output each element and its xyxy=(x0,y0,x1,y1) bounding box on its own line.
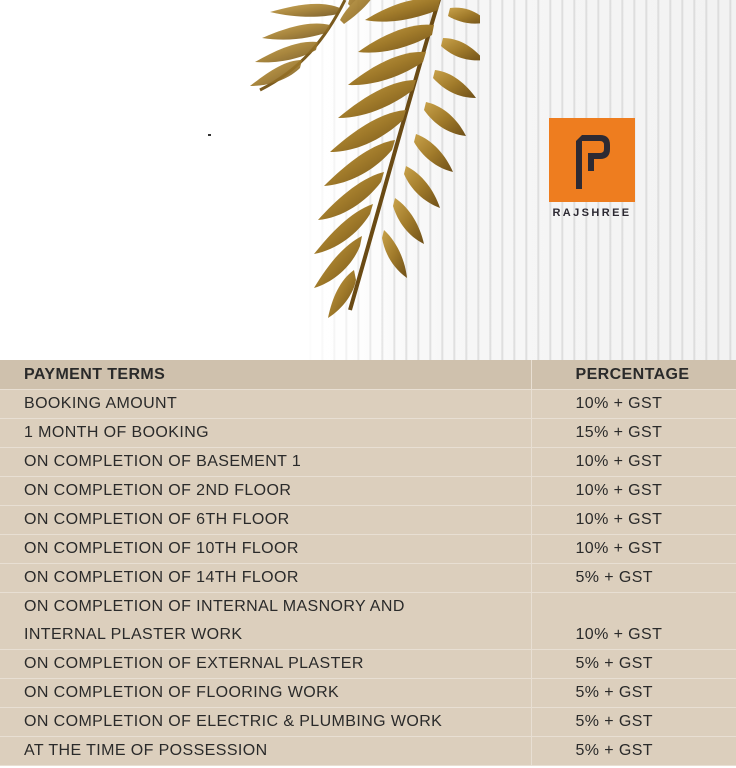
term-cell: ON COMPLETION OF 10TH FLOOR xyxy=(0,535,531,564)
percentage-cell: 10% + GST xyxy=(531,448,736,477)
percentage-cell: 10% + GST xyxy=(531,390,736,419)
percentage-cell: 10% + GST xyxy=(531,535,736,564)
logo-mark xyxy=(549,118,635,202)
table-row xyxy=(0,650,736,679)
term-cell: ON COMPLETION OF 6TH FLOOR xyxy=(0,506,531,535)
speck xyxy=(208,134,211,136)
percentage-cell: 5% + GST xyxy=(531,708,736,737)
table-row xyxy=(0,737,736,766)
table-header-row xyxy=(0,360,736,390)
percentage-cell-empty xyxy=(531,593,736,622)
percentage-cell: 5% + GST xyxy=(531,650,736,679)
hero-banner xyxy=(0,0,736,360)
table-row xyxy=(0,708,736,737)
table-row xyxy=(0,448,736,477)
table-row xyxy=(0,477,736,506)
brand-logo xyxy=(549,118,635,219)
table-row xyxy=(0,679,736,708)
term-cell: ON COMPLETION OF 14TH FLOOR xyxy=(0,564,531,593)
table-row xyxy=(0,593,736,622)
header-payment-terms: PAYMENT TERMS xyxy=(0,360,531,390)
percentage-cell: 10% + GST xyxy=(531,506,736,535)
term-cell: 1 MONTH OF BOOKING xyxy=(0,419,531,448)
table-row xyxy=(0,390,736,419)
table-row xyxy=(0,621,736,650)
table-row xyxy=(0,535,736,564)
header-percentage: PERCENTAGE xyxy=(531,360,736,390)
table-row xyxy=(0,419,736,448)
brand-name: RAJSHREE xyxy=(552,207,632,219)
term-cell: ON COMPLETION OF FLOORING WORK xyxy=(0,679,531,708)
term-cell: ON COMPLETION OF 2ND FLOOR xyxy=(0,477,531,506)
term-cell-line2: INTERNAL PLASTER WORK xyxy=(0,621,531,650)
percentage-cell: 15% + GST xyxy=(531,419,736,448)
term-cell: ON COMPLETION OF EXTERNAL PLASTER xyxy=(0,650,531,679)
percentage-cell: 5% + GST xyxy=(531,679,736,708)
payment-terms-table xyxy=(0,360,736,766)
rajshree-r-logo-icon xyxy=(570,131,614,189)
percentage-cell: 10% + GST xyxy=(531,477,736,506)
term-cell: AT THE TIME OF POSSESSION xyxy=(0,737,531,766)
term-cell-line1: ON COMPLETION OF INTERNAL MASNORY AND xyxy=(24,598,405,615)
table-row xyxy=(0,506,736,535)
percentage-cell: 10% + GST xyxy=(531,621,736,650)
term-cell: BOOKING AMOUNT xyxy=(0,390,531,419)
percentage-cell: 5% + GST xyxy=(531,737,736,766)
term-cell: ON COMPLETION OF BASEMENT 1 xyxy=(0,448,531,477)
term-cell: ON COMPLETION OF ELECTRIC & PLUMBING WORK xyxy=(0,708,531,737)
golden-leaf-icon xyxy=(240,0,480,340)
table-row xyxy=(0,564,736,593)
percentage-cell: 5% + GST xyxy=(531,564,736,593)
